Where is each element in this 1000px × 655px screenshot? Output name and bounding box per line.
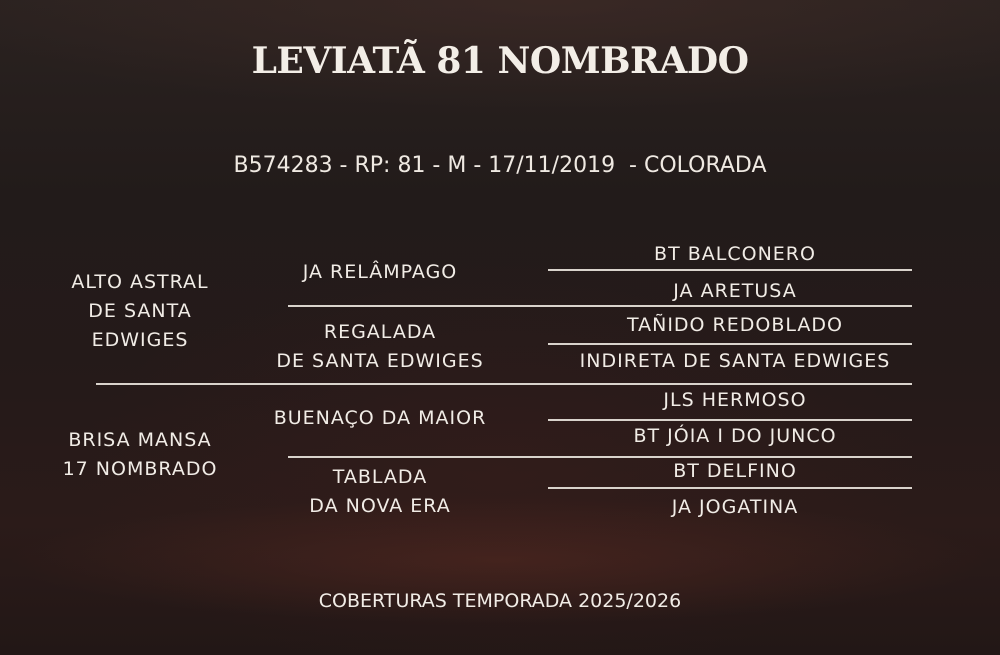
divider-dam bbox=[288, 456, 912, 458]
sire-name: ALTO ASTRAL DE SANTA EDWIGES bbox=[71, 271, 209, 351]
sire-dam-name: REGALADA DE SANTA EDWIGES bbox=[276, 321, 484, 372]
divider-sire-sire bbox=[548, 269, 912, 271]
registration-info: B574283 - RP: 81 - M - 17/11/2019 - COLORADA bbox=[233, 153, 767, 178]
dam-sire-name: BUENAÇO DA MAIOR bbox=[273, 407, 487, 429]
season-footer: COBERTURAS TEMPORADA 2025/2026 bbox=[318, 590, 682, 612]
sire-sire-dam-name: JA ARETUSA bbox=[673, 280, 797, 302]
sire-sire-name: JA RELÂMPAGO bbox=[302, 261, 458, 283]
sire-dam-sire-name: TAÑIDO REDOBLADO bbox=[626, 314, 843, 336]
sire-dam-dam-name: INDIRETA DE SANTA EDWIGES bbox=[579, 350, 891, 372]
divider-sire bbox=[288, 305, 912, 307]
dam-dam-dam-name: JA JOGATINA bbox=[671, 496, 799, 518]
dam-name: BRISA MANSA 17 NOMBRADO bbox=[62, 429, 218, 480]
sire-sire-sire-name: BT BALCONERO bbox=[654, 243, 816, 265]
dam-dam-name: TABLADA DA NOVA ERA bbox=[309, 466, 451, 517]
dam-sire-dam-name: BT JÓIA I DO JUNCO bbox=[633, 425, 837, 447]
divider-dam-dam bbox=[548, 487, 912, 489]
dam-dam-sire-name: BT DELFINO bbox=[673, 460, 797, 482]
divider-main bbox=[96, 383, 912, 385]
horse-name-title: LEVIATÃ 81 NOMBRADO bbox=[251, 40, 749, 82]
divider-dam-sire bbox=[548, 419, 912, 421]
dam-sire-sire-name: JLS HERMOSO bbox=[663, 389, 807, 411]
divider-sire-dam bbox=[548, 343, 912, 345]
